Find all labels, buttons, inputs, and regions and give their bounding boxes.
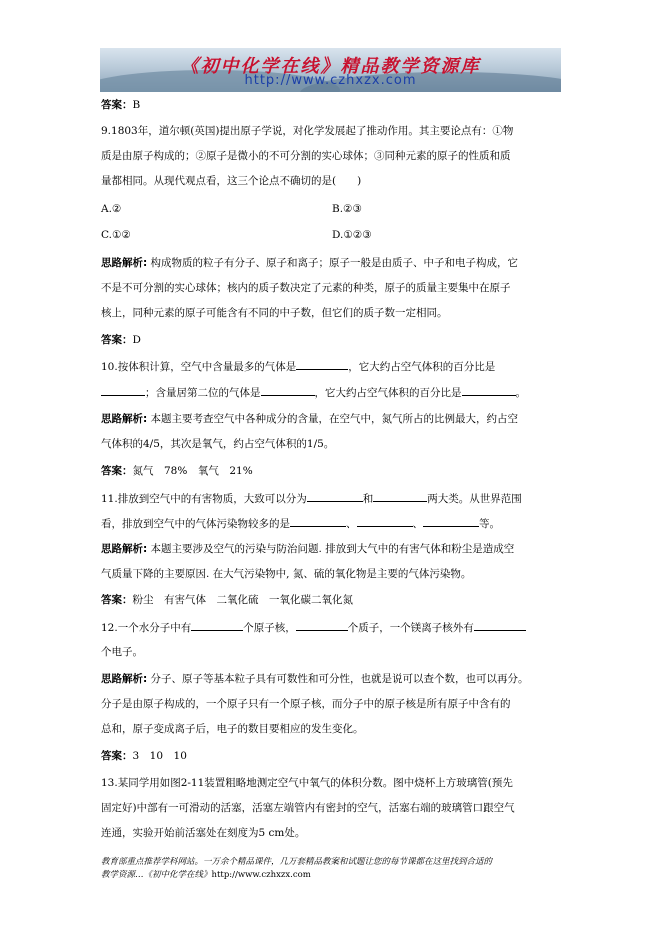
q13-line-1: 13.某同学用如图2-11装置粗略地测定空气中氧气的体积分数。图中烧杯上方玻璃管(预先 bbox=[101, 777, 513, 789]
q9-line-3: 量都相同。从现代观点看，这三个论点不确切的是( ) bbox=[101, 175, 362, 187]
answer-blank bbox=[261, 385, 315, 396]
q10-line-2: ；含量居第二位的气体是 ，它大约占空气体积的百分比是 。 bbox=[101, 385, 526, 400]
answer-blank bbox=[307, 491, 363, 502]
q9-option-d: D.①②③ bbox=[332, 229, 372, 241]
q12-analysis-line-1: 思路解析: 分子、原子等基本粒子具有可数性和可分性，也就是说可以查个数，也可以再分。 bbox=[101, 673, 529, 685]
footer-line-2: 教学资源…《初中化学在线》http://www.czhxzx.com bbox=[101, 870, 311, 880]
q9-option-c: C.①② bbox=[101, 229, 131, 241]
answer-blank bbox=[474, 620, 526, 631]
header-banner bbox=[100, 48, 561, 92]
q8-answer: 答案：B bbox=[101, 99, 141, 111]
answer-blank bbox=[423, 516, 479, 527]
q12-analysis-line-3: 总和，原子变成离子后，电子的数目要相应的发生变化。 bbox=[101, 723, 364, 735]
q9-answer: 答案：D bbox=[101, 334, 141, 346]
footer-link[interactable]: http://www.czhxzx.com bbox=[211, 870, 311, 880]
q9-line-2: 质是由原子构成的；②原子是微小的不可分割的实心球体；③同种元素的原子的性质和质 bbox=[101, 150, 511, 162]
q11-line-1: 11.排放到空气中的有害物质，大致可以分为 和 两大类。从世界范围 bbox=[101, 493, 522, 505]
q10-answer: 答案：氮气 78% 氧气 21% bbox=[101, 465, 253, 477]
answer-blank bbox=[191, 620, 243, 631]
q12-line-1: 12.一个水分子中有 个原子核， 个质子，一个镁离子核外有 bbox=[101, 620, 526, 635]
banner-title: 《初中化学在线》精品教学资源库 bbox=[180, 56, 481, 77]
answer-blank bbox=[373, 491, 427, 502]
q9-analysis-line-2: 不是不可分割的实心球体；核内的质子数决定了元素的种类，原子的质量主要集中在原子 bbox=[101, 282, 511, 294]
banner-url: http://www.czhxzx.com bbox=[244, 73, 417, 88]
q12-line-2: 个电子。 bbox=[101, 646, 143, 658]
q11-analysis-line-2: 气质量下降的主要原因. 在大气污染物中, 氮、硫的氧化物是主要的气体污染物。 bbox=[101, 568, 472, 580]
q10-analysis-line-2: 气体积的4/5，其次是氧气，约占空气体积的1/5。 bbox=[101, 438, 335, 450]
q9-line-1: 9.1803年，道尔顿(英国)提出原子学说，对化学发展起了推动作用。其主要论点有：①物 bbox=[101, 125, 514, 137]
answer-blank bbox=[462, 385, 516, 396]
q10-analysis-line-1: 思路解析: 本题主要考查空气中各种成分的含量，在空气中，氮气所占的比例最大，约占空 bbox=[101, 413, 519, 425]
q11-answer: 答案：粉尘 有害气体 二氧化硫 一氧化碳二氧化氮 bbox=[101, 594, 353, 606]
q9-option-a: A.② bbox=[101, 203, 122, 215]
q12-analysis-line-2: 分子是由原子构成的，一个原子只有一个原子核，而分子中的原子核是所有原子中含有的 bbox=[101, 698, 511, 710]
q11-line-2: 看，排放到空气中的气体污染物较多的是 、 、 等。 bbox=[101, 518, 500, 530]
footer-line-1: 教育部重点推荐学科网站。一万余个精品课件，几万套精品教案和试题让您的每节课都在这里找到合适的 bbox=[101, 857, 493, 867]
q9-option-b: B.②③ bbox=[332, 203, 362, 215]
q9-analysis-line-1: 思路解析: 构成物质的粒子有分子、原子和离子；原子一般是由质子、中子和电子构成，它 bbox=[101, 257, 519, 269]
answer-blank bbox=[296, 359, 348, 370]
answer-blank bbox=[357, 516, 413, 527]
answer-blank bbox=[290, 516, 346, 527]
q12-answer: 答案：3 10 10 bbox=[101, 750, 187, 762]
answer-blank bbox=[101, 385, 145, 396]
q11-analysis-line-1: 思路解析: 本题主要涉及空气的污染与防治问题. 排放到大气中的有害气体和粉尘是造成空 bbox=[101, 543, 515, 555]
q13-line-3: 连通，实验开始前活塞处在刻度为5 cm处。 bbox=[101, 827, 306, 839]
answer-blank bbox=[296, 620, 348, 631]
q13-line-2: 固定好)中部有一可滑动的活塞，活塞左端管内有密封的空气，活塞右端的玻璃管口跟空气 bbox=[101, 802, 515, 814]
page-footer bbox=[101, 856, 563, 882]
q10-line-1: 10.按体积计算，空气中含量最多的气体是 ，它大约占空气体积的百分比是 bbox=[101, 361, 496, 373]
q9-analysis-line-3: 核上，同种元素的原子可能含有不同的中子数，但它们的质子数一定相同。 bbox=[101, 307, 448, 319]
